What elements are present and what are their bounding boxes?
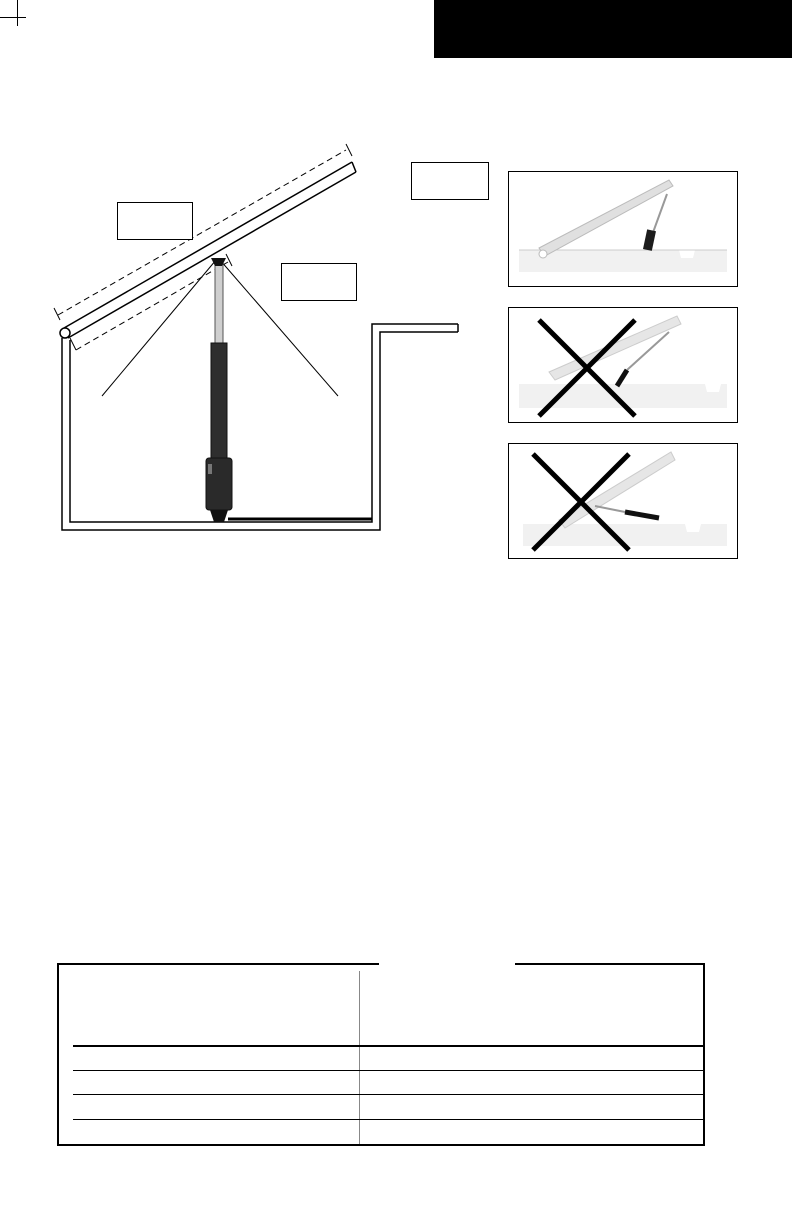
dimension-tick-bottom-left: [70, 338, 76, 350]
gas-spring-icon: [617, 370, 627, 386]
correct-install-photo: [508, 171, 738, 287]
crop-mark-top-left-vertical: [17, 0, 18, 26]
lid-bottom-edge: [68, 172, 356, 338]
table-row-rule: [73, 1119, 703, 1120]
gas-spring-installation-diagram: [40, 130, 480, 540]
gas-spring-cylinder: [211, 343, 227, 463]
crop-mark-top-left-horizontal: [0, 17, 26, 18]
enclosure-inner-wall: [70, 324, 458, 522]
header-bar: [434, 0, 792, 58]
gas-spring-clip: [208, 464, 212, 474]
lid-end: [352, 162, 356, 172]
dimension-tick-bottom-right: [226, 254, 232, 266]
gas-spring-rod: [215, 262, 223, 346]
callout-left: [117, 202, 193, 240]
hinge-icon: [539, 250, 547, 258]
table-row-rule: [73, 1070, 703, 1071]
table-header-rule: [73, 1045, 703, 1047]
callout-top-right: [411, 162, 489, 200]
table-row-rule: [73, 1094, 703, 1095]
gas-spring-foot: [210, 510, 228, 522]
incorrect-install-photo-1: [508, 307, 738, 423]
callout-center: [281, 263, 357, 301]
lid-top-edge: [64, 162, 352, 328]
gas-spring-icon: [625, 512, 659, 518]
table-caption-gap: [379, 961, 515, 969]
spec-table: [57, 963, 705, 1146]
dimension-tick-top-right: [346, 144, 352, 156]
hinge-icon: [60, 328, 70, 338]
incorrect-install-photo-2: [508, 443, 738, 559]
enclosure-outer-wall: [62, 332, 458, 530]
gas-spring-icon: [643, 229, 656, 250]
